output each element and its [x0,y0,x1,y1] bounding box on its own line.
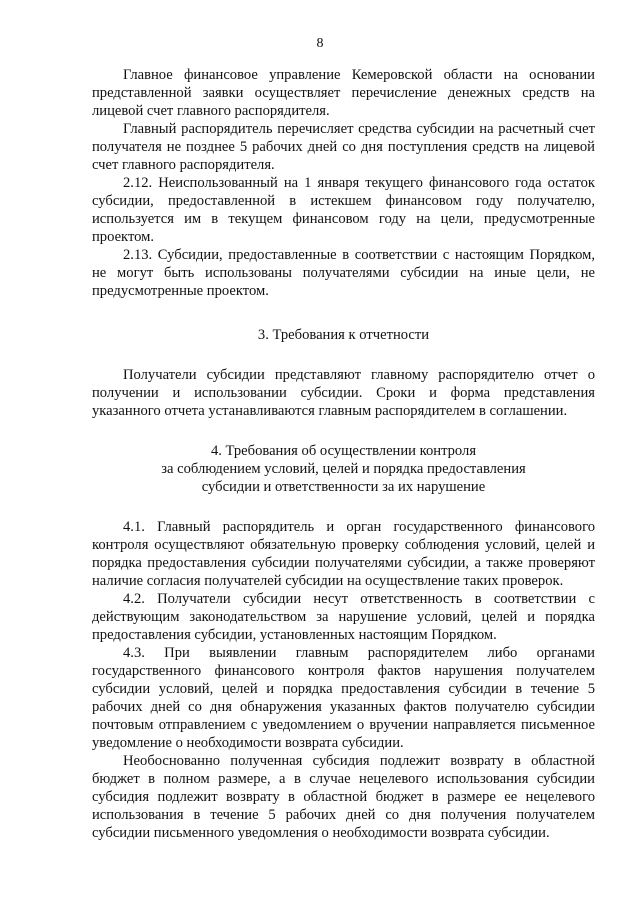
paragraph-4-1: 4.1. Главный распорядитель и орган государственного финансового контроля осуществляют обязательную проверку соблюдения условий, целей и порядка предоставления субсидии получателями субсидии, а также проверяют наличие согласия получателей субсидии на осуществление таких проверок. [92,519,595,589]
paragraph-transfer-to-recipient: Главный распорядитель перечисляет средства субсидии на расчетный счет получателя не позднее 5 рабочих дней со дня поступления средств на лицевой счет главного распорядителя. [92,121,595,173]
paragraph-2-12: 2.12. Неиспользованный на 1 января текущего финансового года остаток субсидии, предоставленной в истекшем финансовом году получателю, используется им в текущем финансовом году на цели, предусмотренные проектом. [92,175,595,245]
section-4-heading-line-3: субсидии и ответственности за их нарушение [201,479,486,495]
section-4-heading-line-1: 4. Требования об осуществлении контроля [210,443,477,459]
section-3-heading: 3. Требования к отчетности [257,327,430,343]
paragraph-3-reporting: Получатели субсидии представляют главному распорядителю отчет о получении и использовании субсидии. Сроки и форма представления указанного отчета устанавливаются главным распорядителем в соглашении. [92,367,595,419]
paragraph-2-13: 2.13. Субсидии, предоставленные в соответствии с настоящим Порядком, не могут быть использованы получателями субсидии на иные цели, не предусмотренные проектом. [92,247,595,299]
section-4-heading [92,442,595,496]
paragraph-refund: Необоснованно полученная субсидия подлежит возврату в областной бюджет в полном размере, а в случае нецелевого использования субсидии субсидия подлежит возврату в областной бюджет в размере ее нецелевого использования в течение 5 рабочих дней со дня получения получателем субсидии письменного уведомления о необходимости возврата субсидии. [92,753,595,841]
paragraph-4-2: 4.2. Получатели субсидии несут ответственность в соответствии с действующим законодательством за нарушение условий, целей и порядка предоставления субсидии, установленных настоящим Порядком. [92,591,595,643]
document-body [92,66,595,842]
page-number: 8 [316,36,324,51]
paragraph-4-3: 4.3. При выявлении главным распорядителем либо органами государственного финансового контроля фактов нарушения получателем субсидии условий, целей и порядка предоставления субсидии в течение 5 рабочих дней со дня обнаружения указанных фактов получателю субсидии почтовым отправлением с уведомлением о вручении направляется письменное уведомление о необходимости возврата субсидии. [92,645,595,751]
paragraph-transfer-to-account: Главное финансовое управление Кемеровской области на основании представленной заявки осуществляет перечисление денежных средств на лицевой счет главного распорядителя. [92,67,595,119]
section-4-heading-line-2: за соблюдением условий, целей и порядка предоставления [161,461,526,477]
